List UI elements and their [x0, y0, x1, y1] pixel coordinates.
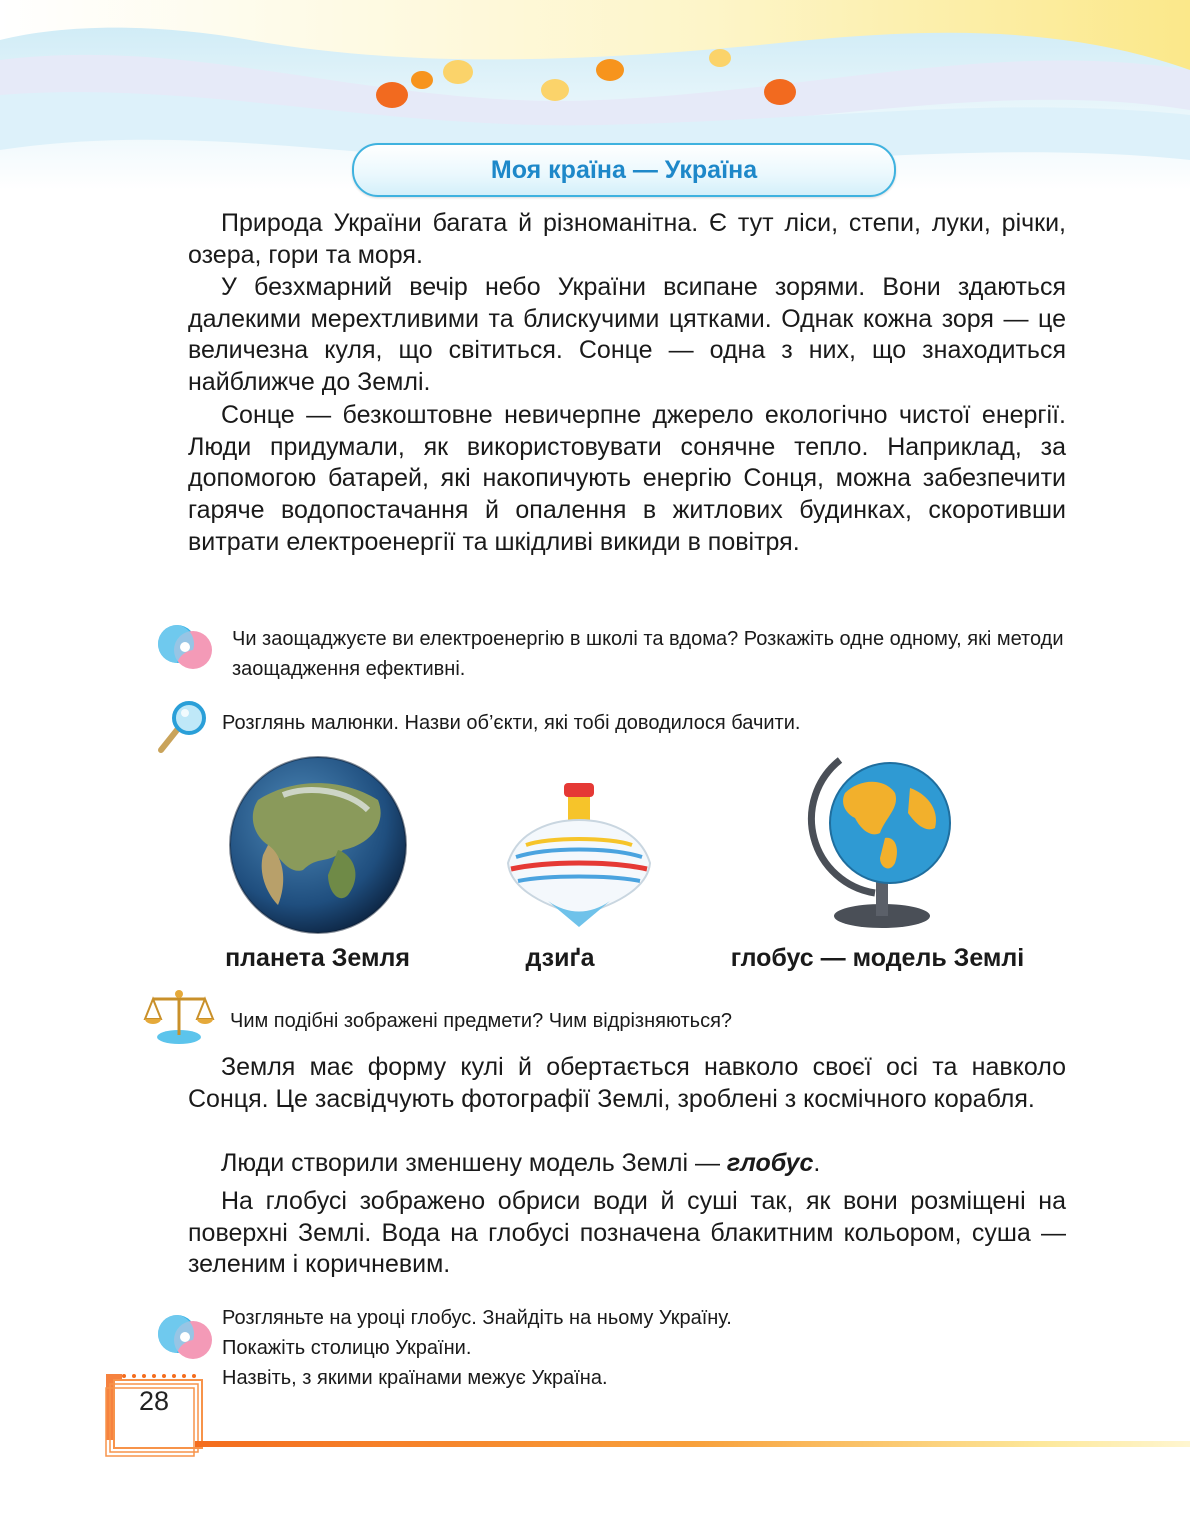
pair-work-icon [155, 620, 215, 674]
task-line: Назвіть, з якими країнами межує Україна. [222, 1367, 608, 1389]
task-compare: Чим подібні зображені предмети? Чим відрізняються? [230, 1010, 733, 1032]
paragraph-earth-shape: Земля має форму кулі й обертається навколо своєї осі та навколо Сонця. Це засвідчують фотографії Землі, зроблені з космічного корабля. [188, 1053, 1066, 1113]
task-line: Покажіть столицю України. [222, 1337, 472, 1359]
paragraph-globe-colors: На глобусі зображено обриси води й суші так, як вони розміщені на поверхні Землі. Вода на глобусі позначена блакитним кольором, суша — зеленим і коричневим. [188, 1187, 1066, 1279]
caption-globe: глобус — модель Землі [730, 944, 1025, 972]
paragraph-nature: Природа України багата й різноманітна. Є тут ліси, степи, луки, річки, озера, гори та моря. [188, 209, 1066, 269]
page-number: 28 [138, 1386, 170, 1416]
page-title: Моя країна — Україна [352, 143, 896, 197]
task-discuss-globe [222, 1303, 1066, 1393]
paragraph-sun: Сонце — безкоштовне невичерпне джерело екологічно чистої енергії. Люди придумали, як використовувати сонячне тепло. Наприклад, за допомогою батарей, які накопичують енергію Сонця, можна забезпечити гаряче водопостачання й опалення в житлових будинках, скоротивши витрати електроенергії та шкідливі викиди в повітря. [188, 401, 1066, 556]
task-discuss-energy: Чи заощаджуєте ви електроенергію в школі та вдома? Розкажіть одне одному, які методи заощадження ефективні. [232, 628, 1064, 680]
earth-planet-image [228, 755, 408, 935]
caption-earth: планета Земля [225, 944, 410, 972]
magnifier-icon [155, 700, 215, 756]
task-look: Розглянь малюнки. Назви об’єкти, які тобі доводилося бачити. [222, 712, 801, 734]
paragraph-globe-model [188, 1148, 1066, 1180]
spinning-top-image [498, 775, 660, 935]
task-line: Розгляньте на уроці глобус. Знайдіть на ньому Україну. [222, 1307, 732, 1329]
caption-spinning-top: дзиґа [525, 944, 595, 972]
footer-line [195, 1441, 1190, 1447]
paragraph-globe-model-text: Люди створили зменшену модель Землі — [221, 1149, 727, 1177]
scales-icon [143, 985, 215, 1047]
school-globe-image [800, 748, 960, 933]
paragraph-stars: У безхмарний вечір небо України всипане зорями. Вони здаються далекими мерехтливими та блискучими цятками. Однак кожна зоря — це величезна куля, що світиться. Сонце — одна з них, що знаходиться найближче до Землі. [188, 273, 1066, 397]
term-globe: глобус [726, 1149, 814, 1177]
paragraph-globe-model-end: . [813, 1149, 821, 1177]
pair-work-icon [155, 1310, 215, 1364]
